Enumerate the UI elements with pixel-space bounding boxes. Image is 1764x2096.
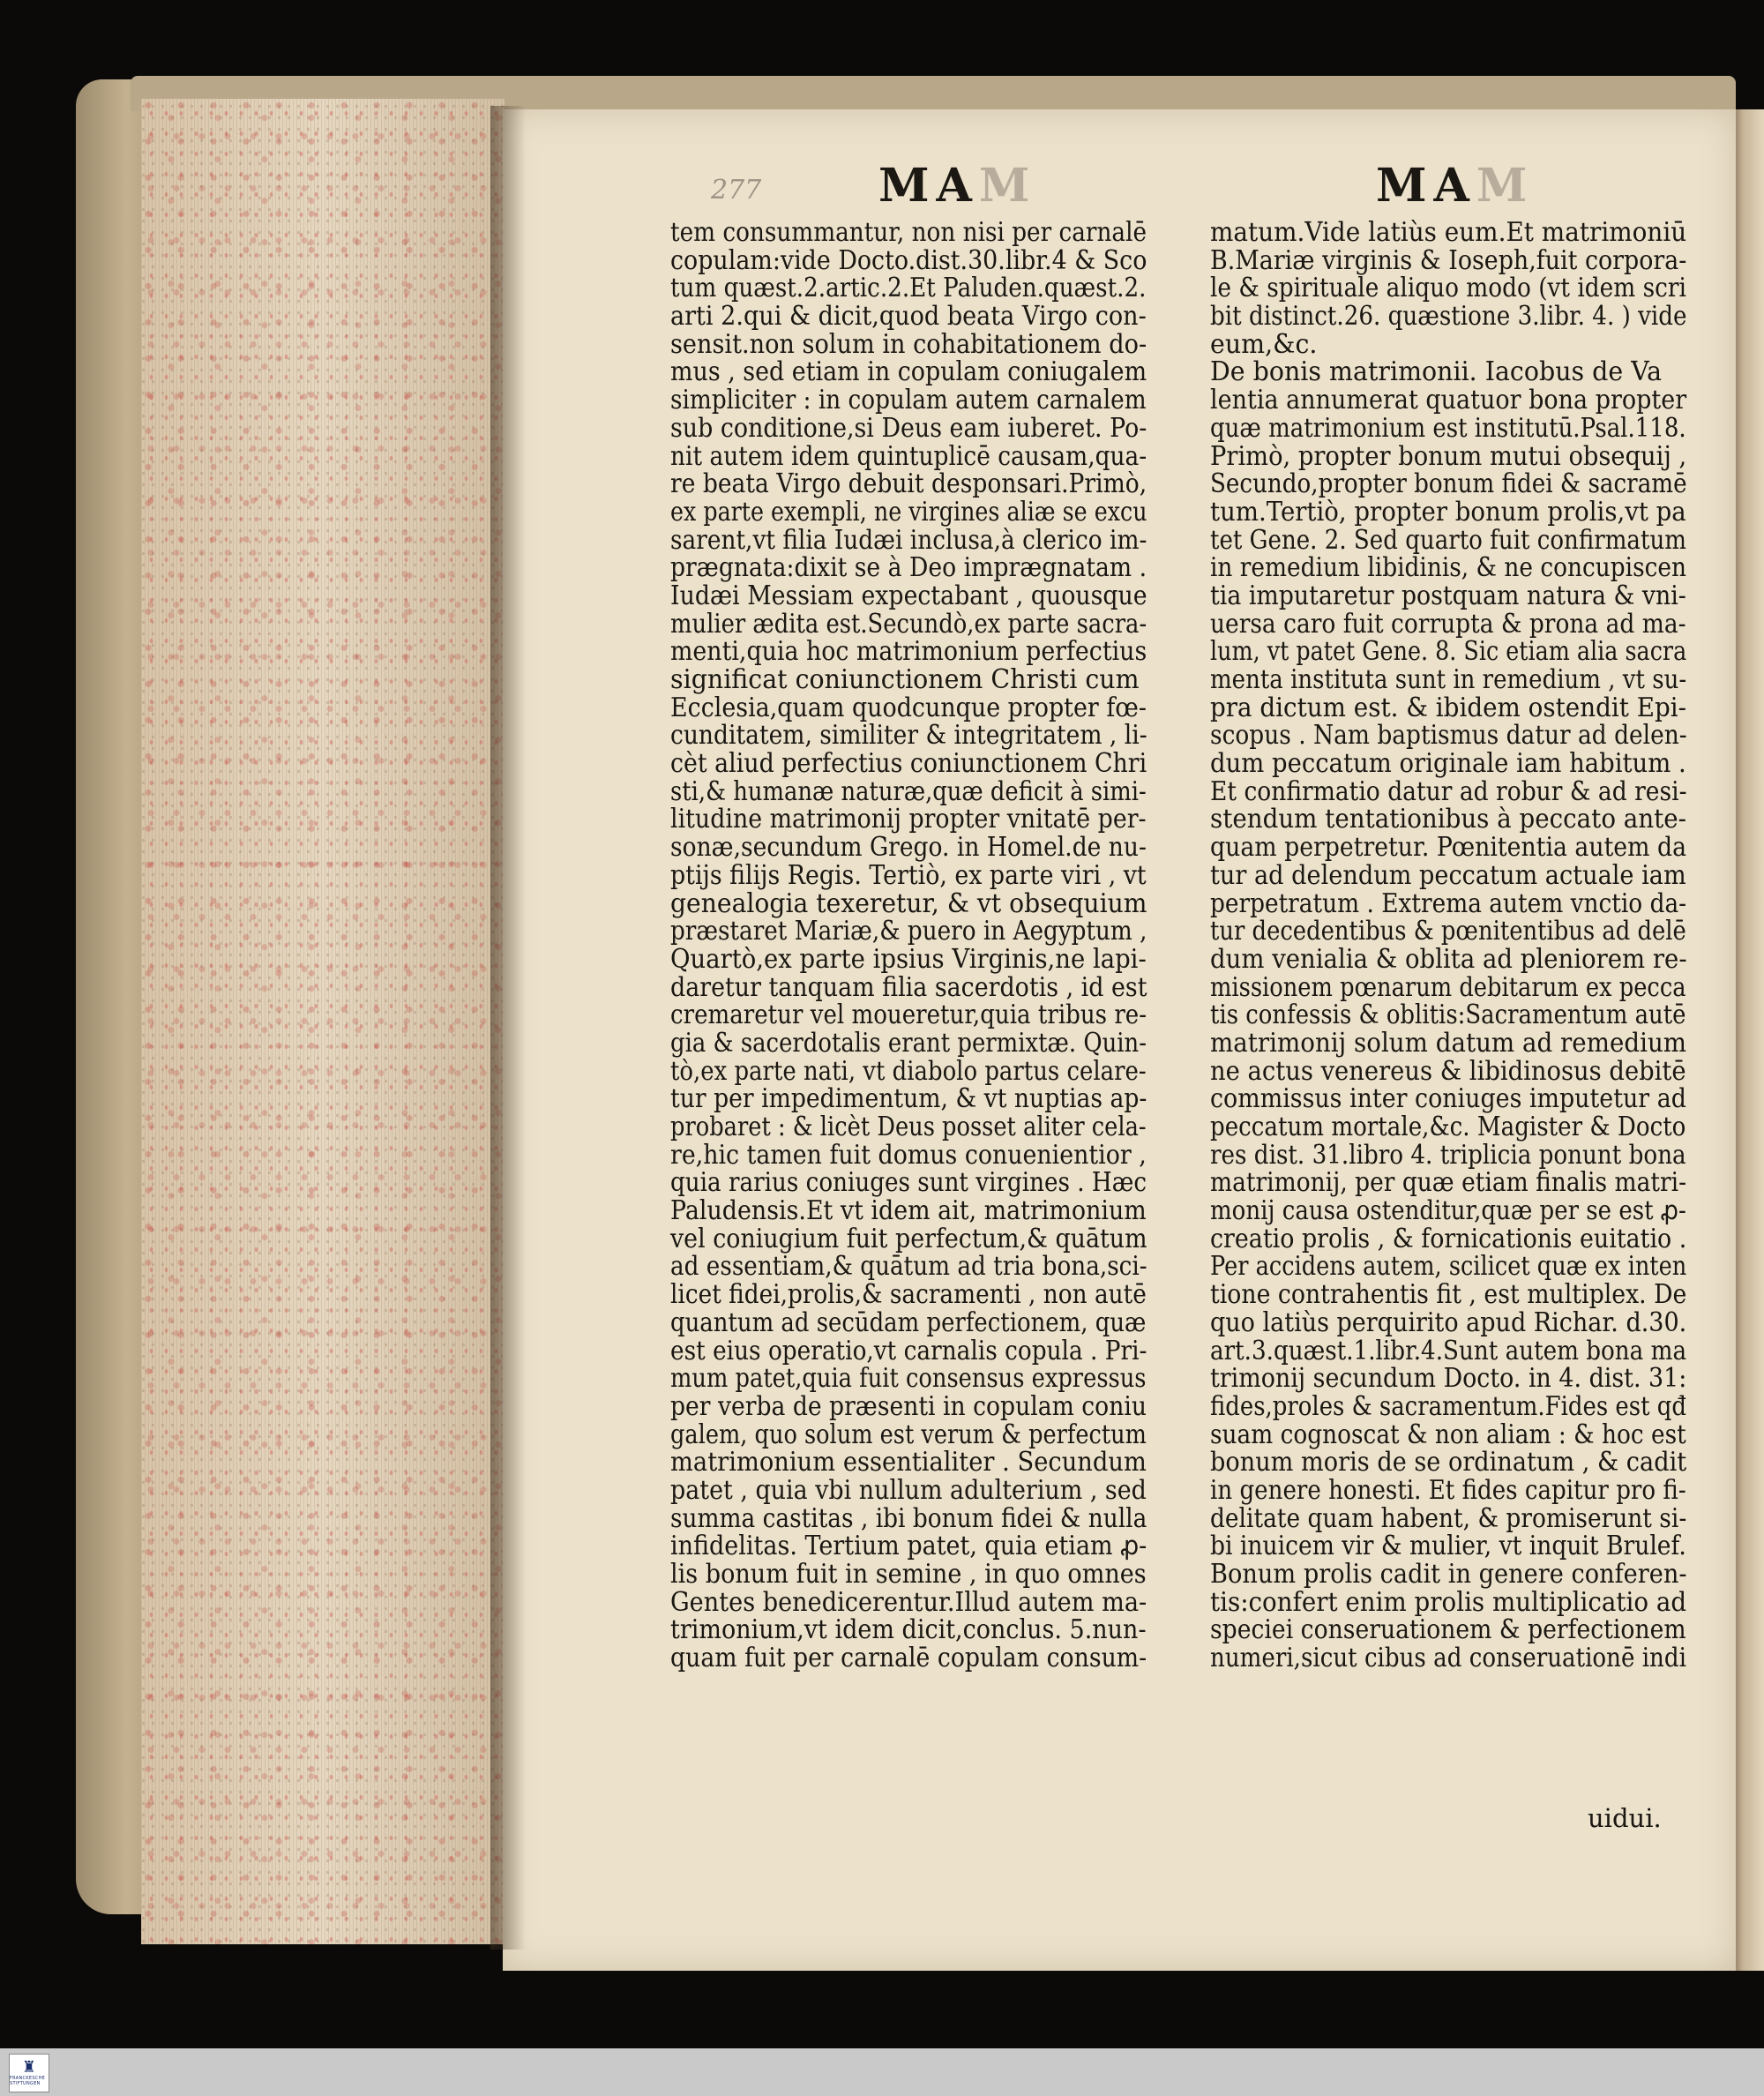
- text-line: galem, quo solum est verum & perfectum: [670, 1419, 1147, 1449]
- library-logo-text: FRANCKESCHE STIFTUNGEN: [10, 2076, 46, 2086]
- text-line: probaret : & licèt Deus posset aliter cela-: [670, 1112, 1147, 1142]
- text-line: per verba de præsenti in copulam coniu: [670, 1390, 1147, 1421]
- text-line: quantum ad secūdam perfectionem, quæ: [670, 1306, 1147, 1337]
- text-line: tur per impedimentum, & vt nuptias ap-: [670, 1083, 1147, 1114]
- text-line: dum venialia & oblita ad pleniorem re-: [1210, 943, 1687, 974]
- text-line: copulam:vide Docto.dist.30.libr.4 & Sco: [670, 244, 1147, 275]
- text-line: lum, vt patet Gene. 8. Sic etiam alia sacra: [1210, 636, 1687, 667]
- text-line: uersa caro fuit corrupta & prona ad ma-: [1210, 608, 1686, 639]
- text-line: arti 2.qui & dicit,quod beata Virgo con-: [670, 301, 1147, 332]
- text-line: quam perpetretur. Pœnitentia autem da: [1210, 832, 1687, 863]
- text-line: cremaretur vel moueretur,quia tribus re-: [670, 999, 1147, 1030]
- text-line: res dist. 31.libro 4. triplicia ponunt bona: [1210, 1139, 1686, 1170]
- text-line: patet , quia vbi nullum adulterium , sed: [670, 1474, 1147, 1505]
- text-line: litudine matrimonij propter vnitatē per-: [670, 804, 1147, 835]
- folio-number: 277: [711, 175, 762, 206]
- text-line: Secundo,propter bonum fidei & sacramē: [1210, 468, 1687, 499]
- text-line: tis:confert enim prolis multiplicatio ad: [1210, 1586, 1687, 1617]
- text-line: delitate quam habent, & promiserunt si-: [1210, 1502, 1687, 1533]
- text-line: bonum moris de se ordinatum , & cadit: [1210, 1447, 1687, 1478]
- library-logo[interactable]: [9, 2054, 49, 2092]
- text-line: tò,ex parte nati, vt diabolo partus celare-: [670, 1055, 1147, 1086]
- text-line: missionem pœnarum debitarum ex pecca: [1210, 971, 1686, 1002]
- text-line: cunditatem, similiter & integritatem , li-: [670, 720, 1147, 751]
- text-line: vel coniugium fuit perfectum,& quātum: [670, 1223, 1147, 1254]
- text-line: cèt aliud perfectius coniunctionem Chri: [670, 748, 1147, 779]
- text-line: sti,& humanæ naturæ,quæ deficit à simi-: [670, 775, 1147, 806]
- text-line: Primò, propter bonum mutui obsequij ,: [1210, 440, 1687, 471]
- text-line: mum patet,quia fuit consensus expressus: [670, 1363, 1147, 1394]
- text-line: re,hic tamen fuit domus conuenientior ,: [670, 1139, 1147, 1170]
- text-line: matrimonij solum datum ad remedium: [1210, 1027, 1687, 1058]
- text-line: perpetratum . Extrema autem vnctio da-: [1210, 887, 1687, 918]
- text-line: simpliciter : in copulam autem carnalem: [670, 385, 1147, 415]
- text-line: dum peccatum originale iam habitum .: [1210, 748, 1686, 779]
- text-line: De bonis matrimonii. Iacobus de Va: [1210, 356, 1663, 387]
- text-line: ne actus venereus & libidinosus debitē: [1210, 1055, 1686, 1086]
- text-line: tur decedentibus & pœnitentibus ad delē: [1210, 916, 1686, 947]
- text-line: quam fuit per carnalē copulam consum-: [670, 1643, 1147, 1673]
- text-line: scopus . Nam baptismus datur ad delen-: [1210, 720, 1687, 751]
- text-line: Paludensis.Et vt idem ait, matrimonium: [670, 1195, 1147, 1226]
- text-line: re beata Virgo debuit desponsari.Primò,: [670, 468, 1147, 499]
- text-line: summa castitas , ibi bonum fidei & nulla: [670, 1502, 1147, 1533]
- text-line: bi inuicem vir & mulier, vt inquit Brulef.: [1210, 1531, 1686, 1561]
- text-line: in genere honesti. Et fides capitur pro fi-: [1210, 1474, 1686, 1505]
- text-line: lis bonum fuit in semine , in quo omnes: [670, 1559, 1147, 1589]
- text-line: sarent,vt filia Iudæi inclusa,à clerico im-: [670, 524, 1147, 555]
- text-line: tur ad delendum peccatum actuale iam: [1210, 859, 1686, 890]
- text-line: peccatum mortale,&c. Magister & Docto: [1210, 1112, 1686, 1142]
- text-line: matrimonij, per quæ etiam finalis matri-: [1210, 1167, 1687, 1198]
- text-line: art.3.quæst.1.libr.4.Sunt autem bona ma: [1210, 1335, 1687, 1366]
- running-head-left: MAM: [878, 159, 1037, 213]
- text-line: B.Mariæ virginis & Ioseph,fuit corpora-: [1210, 244, 1687, 275]
- text-line: quæ matrimonium est institutū.Psal.118.: [1210, 412, 1686, 443]
- text-line: quo latiùs perquirito apud Richar. d.30.: [1210, 1306, 1687, 1337]
- text-line: speciei conseruationem & perfectionem: [1210, 1614, 1686, 1645]
- text-line: matum.Vide latiùs eum.Et matrimoniū: [1210, 217, 1687, 247]
- text-line: eum,&c.: [1210, 328, 1318, 359]
- text-line: sonæ,secundum Grego. in Homel.de nu-: [670, 832, 1147, 863]
- text-line: significat coniunctionem Christi cum: [670, 664, 1140, 694]
- text-line: tis confessis & oblitis:Sacramentum autē: [1210, 999, 1686, 1030]
- text-line: prægnata:dixit se à Deo imprægnatam .: [670, 552, 1147, 583]
- text-line: est eius operatio,vt carnalis copula . Pri-: [670, 1335, 1147, 1366]
- text-line: Iudæi Messiam expectabant , quousque: [670, 580, 1147, 610]
- text-line: monij causa ostenditur,quæ per se est ꝓ-: [1210, 1195, 1686, 1226]
- text-line: gia & sacerdotalis erant permixtæ. Quin-: [670, 1027, 1147, 1058]
- text-line: Et confirmatio datur ad robur & ad resi-: [1210, 775, 1687, 806]
- sprinkled-edge-pattern: [141, 99, 505, 1944]
- text-line: ptijs filijs Regis. Tertiò, ex parte viri , vt: [670, 859, 1147, 890]
- text-line: fides,proles & sacramentum.Fides est qđ: [1210, 1390, 1686, 1421]
- text-line: menta instituta sunt in remedium , vt su-: [1210, 664, 1687, 694]
- gutter-shadow: [490, 106, 526, 1950]
- text-line: creatio prolis , & fornicationis euitatio .: [1210, 1223, 1687, 1254]
- running-head-right: MAM: [1376, 159, 1535, 213]
- text-line: trimonium,vt idem dicit,conclus. 5.nun-: [670, 1614, 1147, 1645]
- text-line: Bonum prolis cadit in genere conferen-: [1210, 1559, 1687, 1589]
- text-line: lentia annumerat quatuor bona propter: [1210, 385, 1687, 415]
- text-column-right: [1210, 219, 1704, 1673]
- text-line: Quartò,ex parte ipsius Virginis,ne lapi-: [670, 943, 1147, 974]
- text-line: tia imputaretur postquam natura & vni-: [1210, 580, 1686, 610]
- text-line: Ecclesia,quam quodcunque propter fœ-: [670, 692, 1147, 722]
- text-line: præstaret Mariæ,& puero in Aegyptum ,: [670, 916, 1147, 947]
- text-line: tem consummantur, non nisi per carnalē: [670, 217, 1147, 247]
- text-line: in remedium libidinis, & ne concupiscen: [1210, 552, 1686, 583]
- text-line: tum.Tertiò, propter bonum prolis,vt pa: [1210, 496, 1686, 527]
- text-line: sensit.non solum in cohabitationem do-: [670, 328, 1147, 359]
- text-line: licet fidei,prolis,& sacramenti , non autē: [670, 1279, 1147, 1310]
- text-line: tet Gene. 2. Sed quarto fuit confirmatum: [1210, 524, 1686, 555]
- text-line: ex parte exempli, ne virgines aliæ se excu: [670, 496, 1147, 527]
- text-line: stendum tentationibus à peccato ante-: [1210, 804, 1687, 835]
- text-line: trimonij secundum Docto. in 4. dist. 31:: [1210, 1363, 1687, 1394]
- viewer-bottom-bar: [0, 2048, 1764, 2096]
- text-line: menti,quia hoc matrimonium perfectius: [670, 636, 1147, 667]
- text-line: mulier ædita est.Secundò,ex parte sacra-: [670, 608, 1147, 639]
- tower-icon: ♜: [21, 2058, 37, 2077]
- text-line: bit distinct.26. quæstione 3.libr. 4. ) vide: [1210, 301, 1687, 332]
- text-line: daretur tanquam filia sacerdotis , id est: [670, 971, 1147, 1002]
- text-column-left: [670, 219, 1164, 1673]
- text-line: pra dictum est. & ibidem ostendit Epi-: [1210, 692, 1687, 722]
- text-line: matrimonium essentialiter . Secundum: [670, 1447, 1147, 1478]
- text-line: Gentes benedicerentur.Illud autem ma-: [670, 1586, 1147, 1617]
- text-line: suam cognoscat & non aliam : & hoc est: [1210, 1419, 1686, 1449]
- text-line: quia rarius coniuges sunt virgines . Hæc: [670, 1167, 1147, 1198]
- text-line: sub conditione,si Deus eam iuberet. Po-: [670, 412, 1147, 443]
- text-line: infidelitas. Tertium patet, quia etiam ꝓ-: [670, 1531, 1147, 1561]
- text-line: nit autem idem quintuplicē causam,qua-: [670, 440, 1147, 471]
- text-line: ad essentiam,& quātum ad tria bona,sci-: [670, 1251, 1147, 1282]
- text-line: commissus inter coniuges imputetur ad: [1210, 1083, 1686, 1114]
- text-line: Per accidens autem, scilicet quæ ex inten: [1210, 1251, 1687, 1282]
- text-line: tum quæst.2.artic.2.Et Paluden.quæst.2.: [670, 273, 1147, 303]
- text-line: numeri,sicut cibus ad conseruationē indi: [1210, 1643, 1686, 1673]
- text-line: mus , sed etiam in copulam coniugalem: [670, 356, 1147, 387]
- text-line: genealogia texeretur, & vt obsequium: [670, 887, 1147, 918]
- text-line: le & spirituale aliquo modo (vt idem scri: [1210, 273, 1686, 303]
- catchword: uidui.: [1588, 1803, 1662, 1833]
- text-line: tione contrahentis fit , est multiplex. De: [1210, 1279, 1687, 1310]
